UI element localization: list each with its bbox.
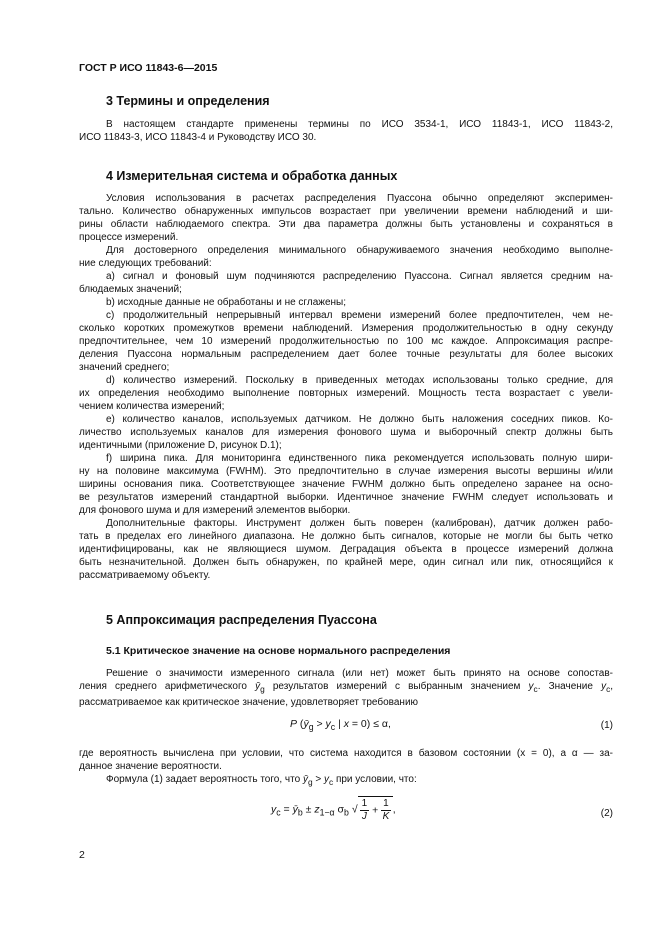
list-item-e: e) количество каналов, используемых датчиком. Не должно быть наложения соседних пиков. Ко-: [106, 414, 613, 425]
paragraph-line: идентифицированы, как не являющиеся шумом. Деградация объекта в процессе измерений должна: [79, 544, 613, 555]
section-4-body: [79, 192, 613, 582]
paragraph-line: сколько коротких промежутков времени наблюдений. Измерения продолжительностью в одну секунду: [79, 323, 613, 334]
paragraph-line: данное значение вероятности.: [79, 761, 222, 772]
formula-1-number: (1): [600, 720, 613, 731]
paragraph-line: предпочтительнее, чем 10 измерений продолжительностью по 100 мс каждое. Аппроксимация распре-: [79, 336, 613, 347]
paragraph-line: В настоящем стандарте применены термины по ИСО 3534-1, ИСО 11843-1, ИСО 11843-2,: [106, 119, 613, 130]
paragraph-line: ние следующих требований:: [79, 258, 212, 269]
list-item-f: f) ширина пика. Для мониторинга единственного пика рекомендуется использовать полную шири-: [106, 453, 613, 464]
paragraph-line: личество используемых каналов для измерения фонового шума и выборочный спектр должны быть: [79, 427, 613, 438]
paragraph-line: Формула (1) задает вероятность того, что $ȳ_g > y_c$ при условии, что:: [106, 774, 417, 787]
formula-2: $y_c$ = $ȳ_b \pm z_{1-\alpha}$ $\sigma_b$ √ $\frac{1}{J}$ + $\frac{1}{K}$ ,: [271, 798, 396, 822]
paragraph-line: рины области наблюдаемого спектра. Эти два параметра должны быть установлены и сохраняться в: [79, 219, 613, 230]
paragraph-line: Условия использования в расчетах распределения Пуассона обычно определяют эксперимен-: [106, 193, 613, 204]
paragraph-line: значений среднего;: [79, 362, 170, 373]
paragraph-line: Дополнительные факторы. Инструмент должен быть поверен (калиброван), датчик должен рабо-: [106, 518, 613, 529]
list-item-b: b) исходные данные не обработаны и не сглажены;: [106, 297, 346, 308]
subsection-5-1-title: 5.1 Критическое значение на основе нормального распределения: [106, 645, 451, 657]
paragraph-line: Решение о значимости измеренного сигнала (или нет) может быть принято на основе сопостав-: [106, 668, 613, 679]
formula-2-number: (2): [600, 808, 613, 819]
paragraph-line: Для достоверного определения минимального обнаруживаемого значения необходимо выполне-: [106, 245, 613, 256]
list-item-d: d) количество измерений. Поскольку в приведенных методах использованы только средние, для: [106, 375, 613, 386]
list-item-c: c) продолжительный непрерывный интервал времени измерений более предпочтителен, чем не-: [106, 310, 613, 321]
list-item-a: a) сигнал и фоновый шум подчиняются распределению Пуассона. Сигнал является средним на-: [106, 271, 613, 282]
paragraph-line: чением количества измерений;: [79, 401, 225, 412]
paragraph-line: ИСО 11843-3, ИСО 11843-4 и Руководству ИСО 30.: [79, 132, 317, 143]
paragraph-line: ве результатов измерений стандартной выборки. Идентичное значение FWHM следует использовать и: [79, 492, 613, 503]
paragraph-line: процессе измерений.: [79, 232, 179, 243]
paragraph-line: где вероятность вычислена при условии, что система находится в базовом состоянии (x = 0), а α — за-: [79, 748, 613, 759]
section-5-title: 5 Аппроксимация распределения Пуассона: [106, 613, 377, 627]
paragraph-line: тать в пределах его линейного диапазона. Не должно быть сигналов, которые не могли бы быть четко: [79, 531, 613, 542]
paragraph-line: блюдаемых значений;: [79, 284, 182, 295]
formula-1: P ($ȳ_g > y_c$ | x = 0) ≤ α,: [290, 718, 391, 733]
paragraph-line: идентичными (приложение D, рисунок D.1);: [79, 440, 282, 451]
paragraph-line: деления Пуассона нормальным распределением дает более точные результаты для более высоких: [79, 349, 613, 360]
section-3-body: [79, 118, 613, 144]
document-code: ГОСТ Р ИСО 11843-6—2015: [79, 62, 218, 74]
paragraph-line: ну на половине максимума (FWHM). Это предпочтительно в случае измерения высоты вершины и/или: [79, 466, 613, 477]
paragraph-line: ления среднего арифметического $ȳ_g$ результатов измерений с выбранным значением $y_c$. Значение $y_c$,: [79, 681, 614, 694]
section-5-intro: [79, 667, 613, 709]
paragraph-line: быть незначительной. Должен быть обнаружен, по крайней мере, один сигнал или пик, относящийся к: [79, 557, 613, 568]
paragraph-line: рассматриваемое как критическое значение, удовлетворяет требованию: [79, 697, 419, 708]
paragraph-line: ширины основания пика. Соответствующее значение FWHM должно быть определено заранее на осно-: [79, 479, 613, 490]
section-4-title: 4 Измерительная система и обработка данных: [106, 169, 398, 183]
paragraph-line: для фонового шума и для измерений элементов выборки.: [79, 505, 351, 516]
paragraph-line: их определения необходимо выполнение повторных измерений. Мощность теста возрастает с увели-: [79, 388, 613, 399]
section-5-explanation: [79, 747, 613, 789]
section-3-title: 3 Термины и определения: [106, 94, 270, 108]
page-number: 2: [79, 849, 85, 861]
paragraph-line: тально. Количество обнаруженных импульсов возрастает при увеличении времени наблюдений и ши-: [79, 206, 613, 217]
paragraph-line: рассматриваемому объекту.: [79, 570, 211, 581]
